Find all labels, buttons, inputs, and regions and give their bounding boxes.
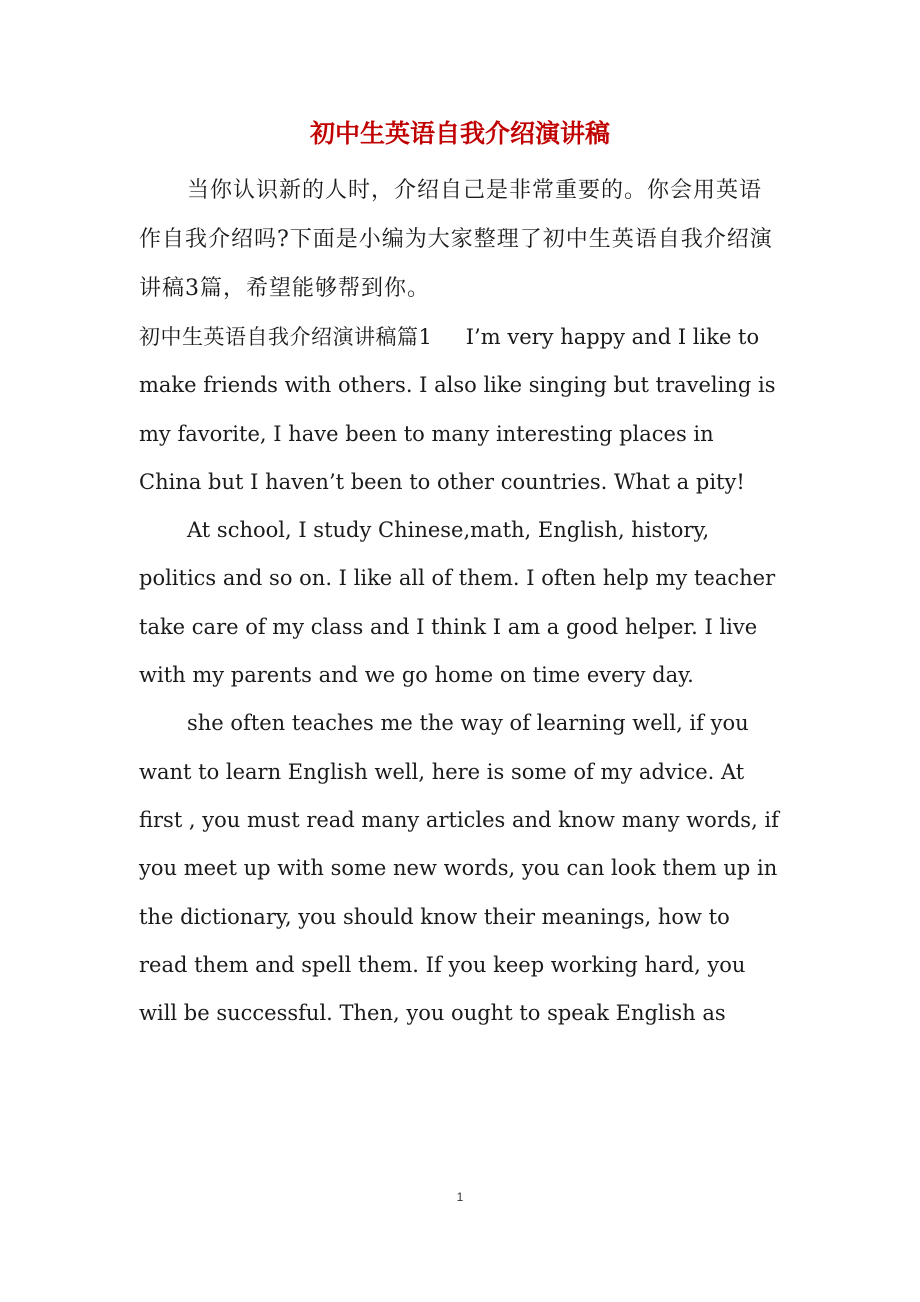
page-number: 1 xyxy=(456,1190,464,1204)
paragraph-1: I’m very happy and I like to make friends with others. I also like singing but traveling is my favorite, I have been to many interesting places in China but I haven’t been to other countries. What a pity! xyxy=(139,325,776,494)
section-heading: 初中生英语自我介绍演讲稿篇1 xyxy=(139,325,433,349)
page-title: 初中生英语自我介绍演讲稿 xyxy=(309,119,610,148)
document-body xyxy=(139,166,779,1037)
intro-paragraph: 当你认识新的人时，介绍自己是非常重要的。你会用英语作自我介绍吗?下面是小编为大家整理了初中生英语自我介绍演讲稿3篇，希望能够帮到你。 xyxy=(139,178,773,301)
paragraph-3: she often teaches me the way of learning well, if you want to learn English well, here is some of my advice. At first , you must read many articles and know many words, if you meet up with some new words, you can look them up in the dictionary, you should know their meanings, how to read them and spell them. If you keep working hard, you will be successful. Then, you ought to speak English as xyxy=(139,711,779,1026)
section-1-first-paragraph xyxy=(139,313,779,506)
paragraph-2: At school, I study Chinese,math, English, history, politics and so on. I like all of them. I often help my teacher take care of my class and I think I am a good helper. I live with my parents and we go home on time every day. xyxy=(139,518,776,688)
